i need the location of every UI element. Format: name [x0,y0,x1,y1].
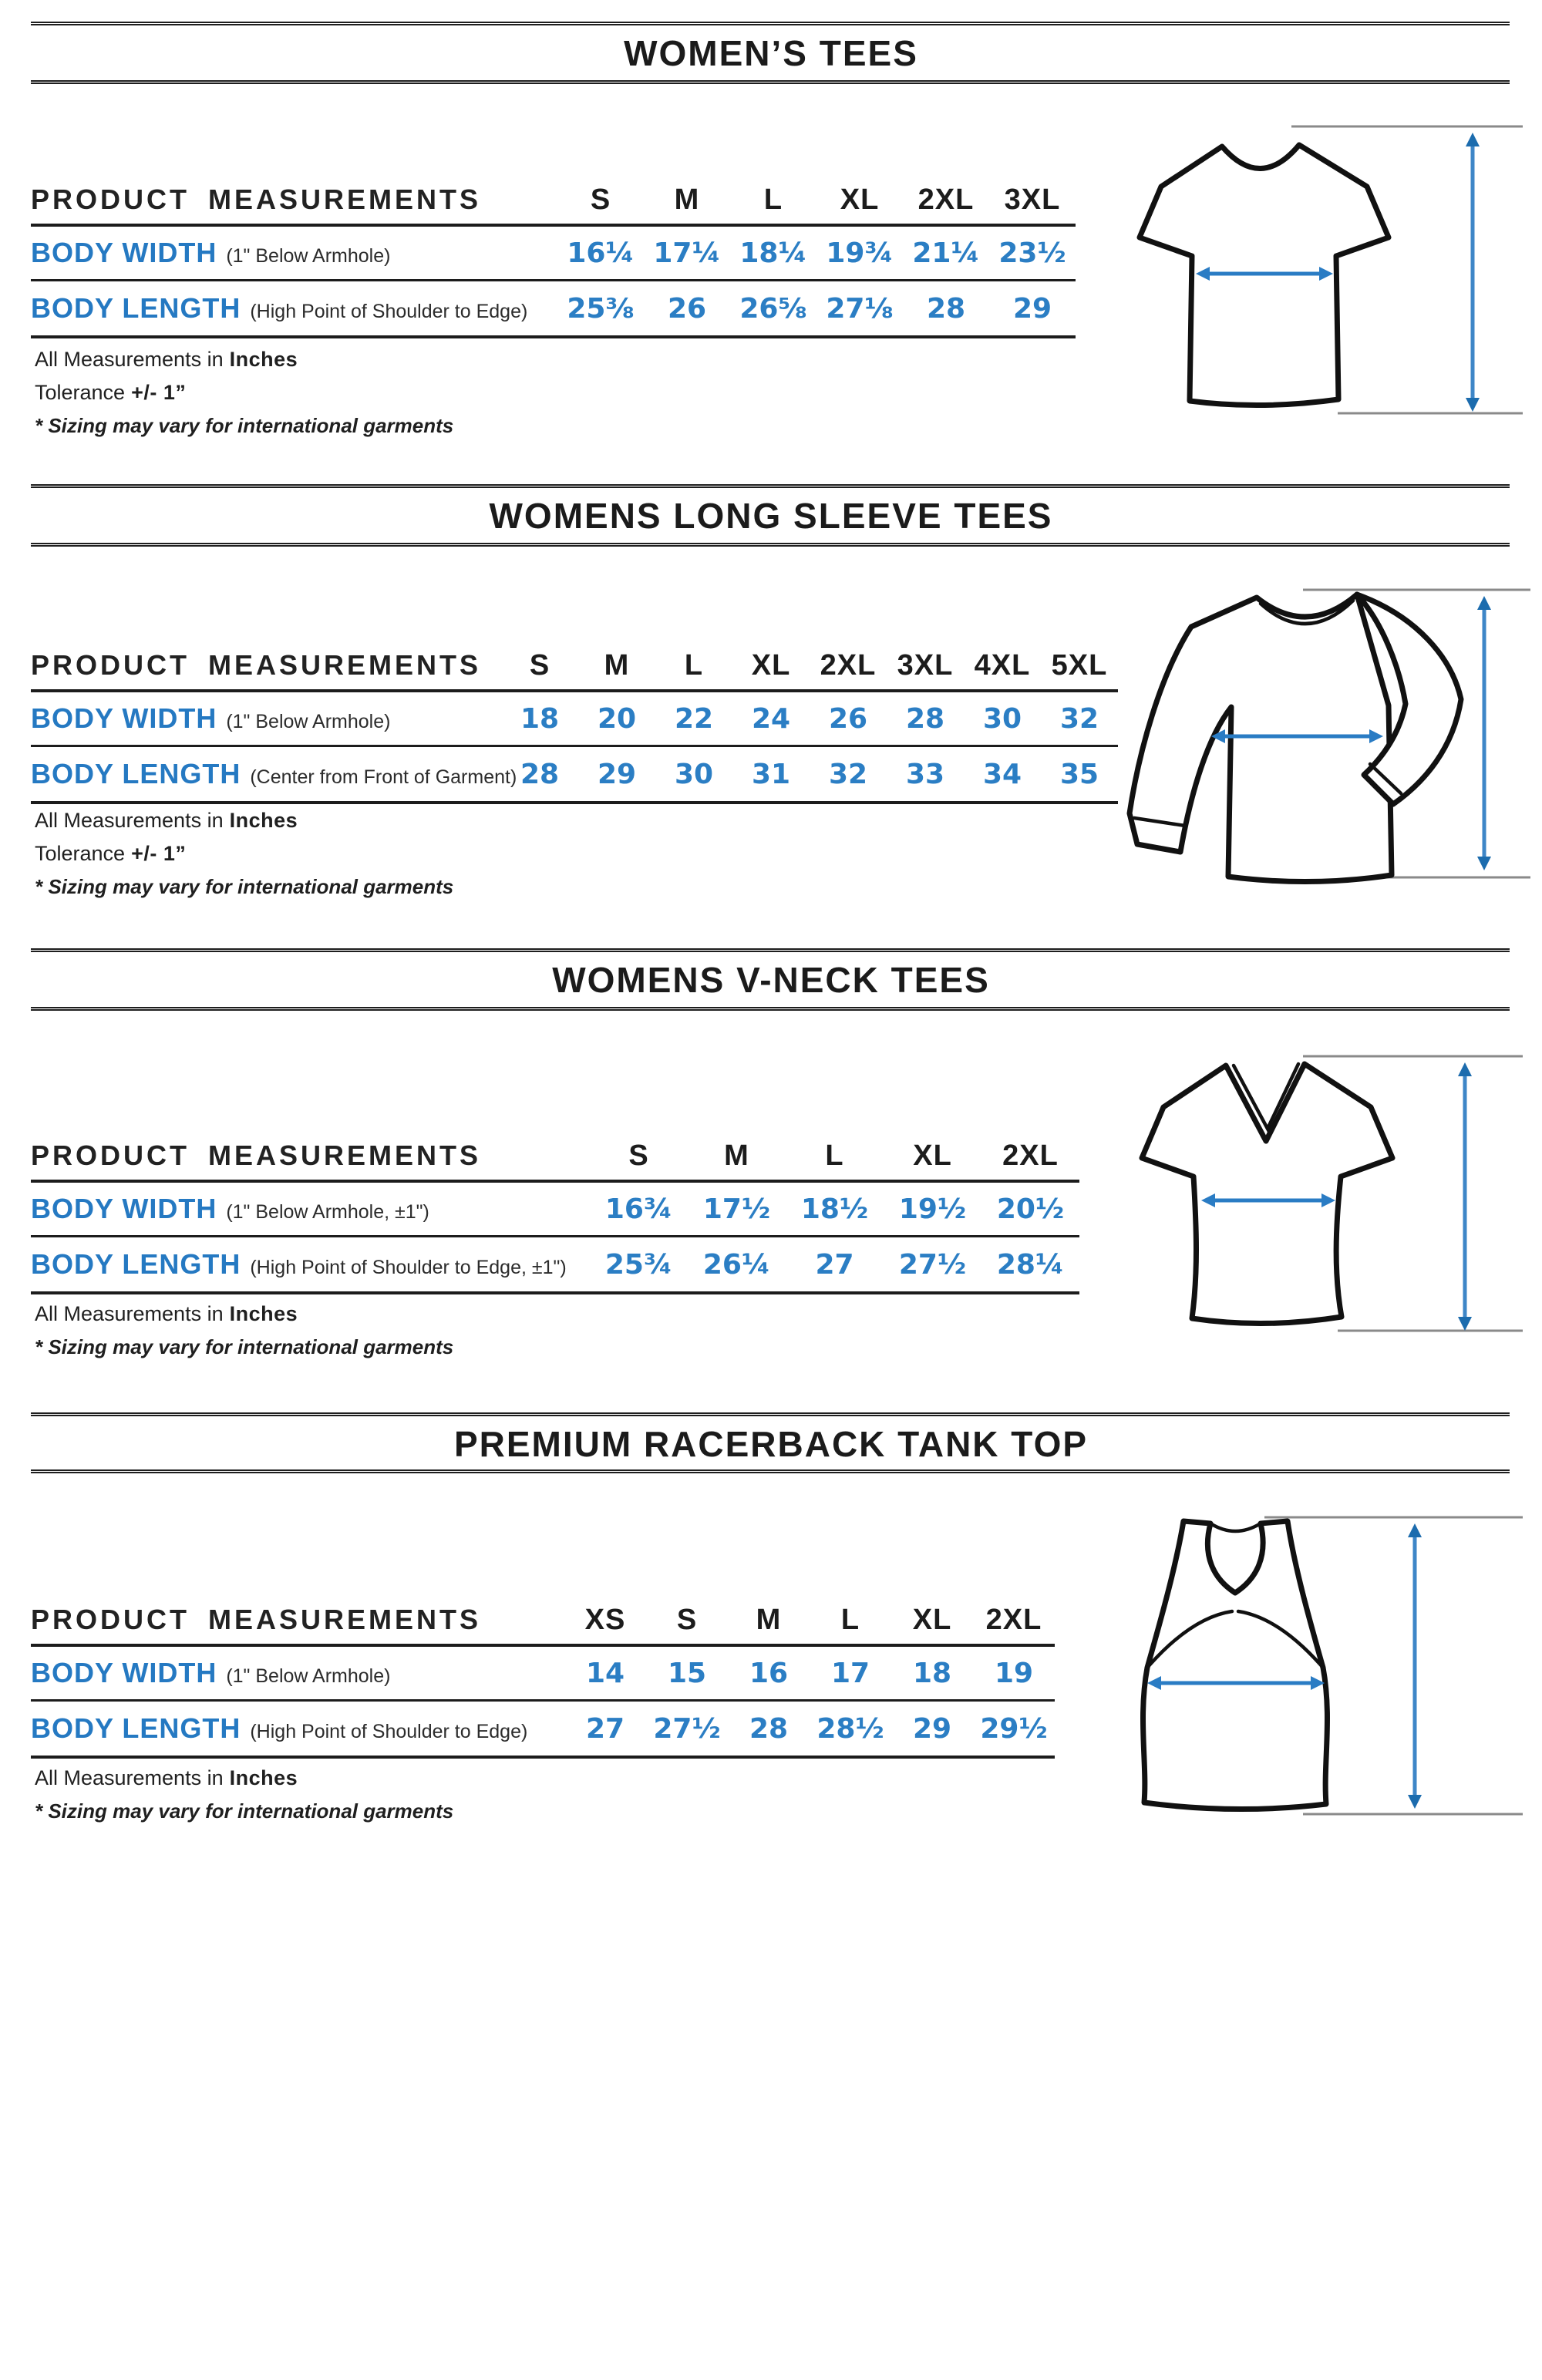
row-label: BODY LENGTH [31,292,241,324]
cell-value: 19 [994,1657,1034,1689]
cell-value: 19½ [898,1193,967,1225]
body-length-arrow [1466,133,1480,412]
cell-value: 14 [585,1657,625,1689]
cell-value: 31 [751,758,791,790]
cell-value: 25¾ [604,1248,673,1281]
note-line: All Measurements in Inches [35,1766,298,1789]
cell-value: 18¼ [739,237,807,269]
body-length-row [31,747,1118,804]
cell-value: 28¼ [996,1248,1065,1281]
row-label: BODY WIDTH [31,702,217,734]
measurements-table-tank [31,1596,1055,1759]
row-label: BODY WIDTH [31,1193,217,1224]
body-length-arrow [1408,1523,1422,1809]
notes-womens-tees [35,343,453,443]
cell-value: 18½ [800,1193,869,1225]
size-header: 3XL [897,648,954,682]
tee-figure [1106,116,1527,439]
cell-value: 16¾ [604,1193,673,1225]
cell-value: 27½ [653,1712,721,1745]
table-header-row [31,176,1076,227]
cell-value: 17¼ [653,237,721,269]
size-header: 4XL [974,648,1031,682]
sizing-note: * Sizing may vary for international garments [35,875,454,898]
cell-value: 33 [905,758,945,790]
garment-outline [1143,1521,1328,1809]
row-label: BODY WIDTH [31,1657,217,1688]
size-header: S [590,183,611,216]
row-label-cell [31,1193,590,1225]
section-rule [31,543,1510,547]
cell-value: 26¼ [702,1248,771,1281]
body-length-arrow [1477,596,1491,870]
notes-vneck [35,1298,453,1364]
body-length-row [31,281,1076,338]
size-header: M [724,1139,749,1172]
cell-value: 27½ [898,1248,967,1281]
body-length-arrow [1458,1062,1472,1331]
cell-value: 15 [667,1657,707,1689]
cell-value: 28 [520,758,560,790]
cell-value: 29 [912,1712,952,1745]
table-header-row [31,1596,1055,1647]
size-header: L [684,648,704,682]
vneck-figure [1110,1042,1527,1361]
cell-value: 18 [912,1657,952,1689]
row-sublabel: (1" Below Armhole, ±1") [226,1201,429,1223]
size-header: 2XL [1002,1139,1059,1172]
size-header: 2XL [820,648,877,682]
note-line: All Measurements in Inches [35,348,298,371]
table-header-row [31,641,1118,692]
sizing-note: * Sizing may vary for international garments [35,1335,454,1358]
cell-value: 18 [520,702,560,735]
row-sublabel: (High Point of Shoulder to Edge) [250,301,528,322]
size-header: 2XL [917,183,975,216]
size-header: S [676,1603,698,1636]
section-rule [31,484,1510,488]
cell-value: 27⅛ [826,292,894,325]
row-sublabel: (1" Below Armhole) [226,1665,391,1687]
cell-value: 19¾ [826,237,894,269]
table-header-row [31,1132,1079,1183]
cell-value: 16¼ [567,237,635,269]
notes-long-sleeve [35,804,453,904]
size-header: XL [751,648,791,682]
row-sublabel: (1" Below Armhole) [226,711,391,732]
row-sublabel: (High Point of Shoulder to Edge, ±1") [250,1257,567,1278]
row-label: BODY LENGTH [31,758,241,789]
row-label-cell [31,292,557,325]
row-label-cell [31,758,517,790]
cell-value: 20½ [996,1193,1065,1225]
cell-value: 30 [674,758,714,790]
section-rule [31,22,1510,25]
product-measurements-label: PRODUCT MEASUREMENTS [31,1140,482,1171]
body-length-row [31,1702,1055,1759]
size-header: L [840,1603,860,1636]
size-header: XL [913,1139,952,1172]
body-width-row [31,692,1118,747]
note-line: Tolerance +/- 1” [35,381,187,404]
back-neck-line [1210,1523,1261,1531]
cell-value: 20 [597,702,637,735]
row-label-cell [31,702,501,735]
cell-value: 29 [597,758,637,790]
product-measurements-label: PRODUCT MEASUREMENTS [31,183,482,215]
body-length-row [31,1237,1079,1294]
row-label-cell [31,1657,564,1689]
cell-value: 35 [1059,758,1099,790]
note-line: Tolerance +/- 1” [35,842,187,865]
cell-value: 16 [749,1657,789,1689]
measurements-table-vneck [31,1132,1079,1294]
row-label-cell [31,1248,590,1281]
measurements-table-womens-tees [31,176,1076,338]
sizing-note: * Sizing may vary for international garments [35,414,454,437]
size-header: XS [584,1603,626,1636]
row-label: BODY LENGTH [31,1712,241,1744]
section-title-tank: PREMIUM RACERBACK TANK TOP [453,1424,1089,1464]
cell-value: 27 [585,1712,625,1745]
cell-value: 25⅜ [567,292,635,325]
sizing-note: * Sizing may vary for international garments [35,1799,454,1823]
size-header: S [628,1139,649,1172]
size-header: M [756,1603,782,1636]
row-sublabel: (Center from Front of Garment) [250,766,517,788]
notes-tank [35,1762,453,1828]
note-line: All Measurements in Inches [35,1302,298,1325]
section-rule [31,948,1510,952]
cell-value: 29½ [980,1712,1048,1745]
row-label-cell [31,1712,564,1745]
cell-value: 26⅝ [739,292,807,325]
cell-value: 22 [674,702,714,735]
section-rule [31,1007,1510,1011]
cell-value: 28 [926,292,966,325]
row-label-cell [31,237,557,269]
cell-value: 26 [828,702,868,735]
size-header: XL [840,183,880,216]
body-width-row [31,1183,1079,1237]
cell-value: 32 [1059,702,1099,735]
row-sublabel: (1" Below Armhole) [226,245,391,267]
cell-value: 17½ [702,1193,771,1225]
size-header: 5XL [1051,648,1108,682]
note-line: All Measurements in Inches [35,809,298,832]
size-header: XL [912,1603,952,1636]
cell-value: 23½ [998,237,1066,269]
long-sleeve-figure [1114,574,1534,902]
section-title-vneck: WOMENS V-NECK TEES [552,960,990,1000]
body-width-row [31,1647,1055,1702]
size-header: L [825,1139,844,1172]
measurements-table-long-sleeve [31,641,1118,804]
size-header: 2XL [985,1603,1042,1636]
size-header: 3XL [1004,183,1061,216]
cell-value: 30 [982,702,1022,735]
tank-figure [1103,1502,1530,1833]
row-label: BODY LENGTH [31,1248,241,1280]
section-rule [31,1469,1510,1473]
cell-value: 34 [982,758,1022,790]
size-header: S [529,648,550,682]
product-measurements-label: PRODUCT MEASUREMENTS [31,649,482,681]
cell-value: 28 [905,702,945,735]
section-title-long-sleeve: WOMENS LONG SLEEVE TEES [489,496,1053,536]
cell-value: 26 [667,292,707,325]
body-width-row [31,227,1076,281]
cell-value: 27 [815,1248,854,1281]
cell-value: 21¼ [912,237,980,269]
product-measurements-label: PRODUCT MEASUREMENTS [31,1604,482,1635]
size-header: M [604,648,630,682]
garment-outline [1142,1064,1392,1324]
row-label: BODY WIDTH [31,237,217,268]
row-sublabel: (High Point of Shoulder to Edge) [250,1721,528,1742]
cell-value: 32 [828,758,868,790]
section-rule [31,1412,1510,1416]
size-header: M [674,183,700,216]
size-header: L [763,183,783,216]
section-title-womens-tees: WOMEN’S TEES [624,33,918,73]
section-rule [31,80,1510,84]
cell-value: 24 [751,702,791,735]
cell-value: 28½ [816,1712,884,1745]
cell-value: 28 [749,1712,789,1745]
cell-value: 17 [830,1657,870,1689]
cell-value: 29 [1012,292,1052,325]
